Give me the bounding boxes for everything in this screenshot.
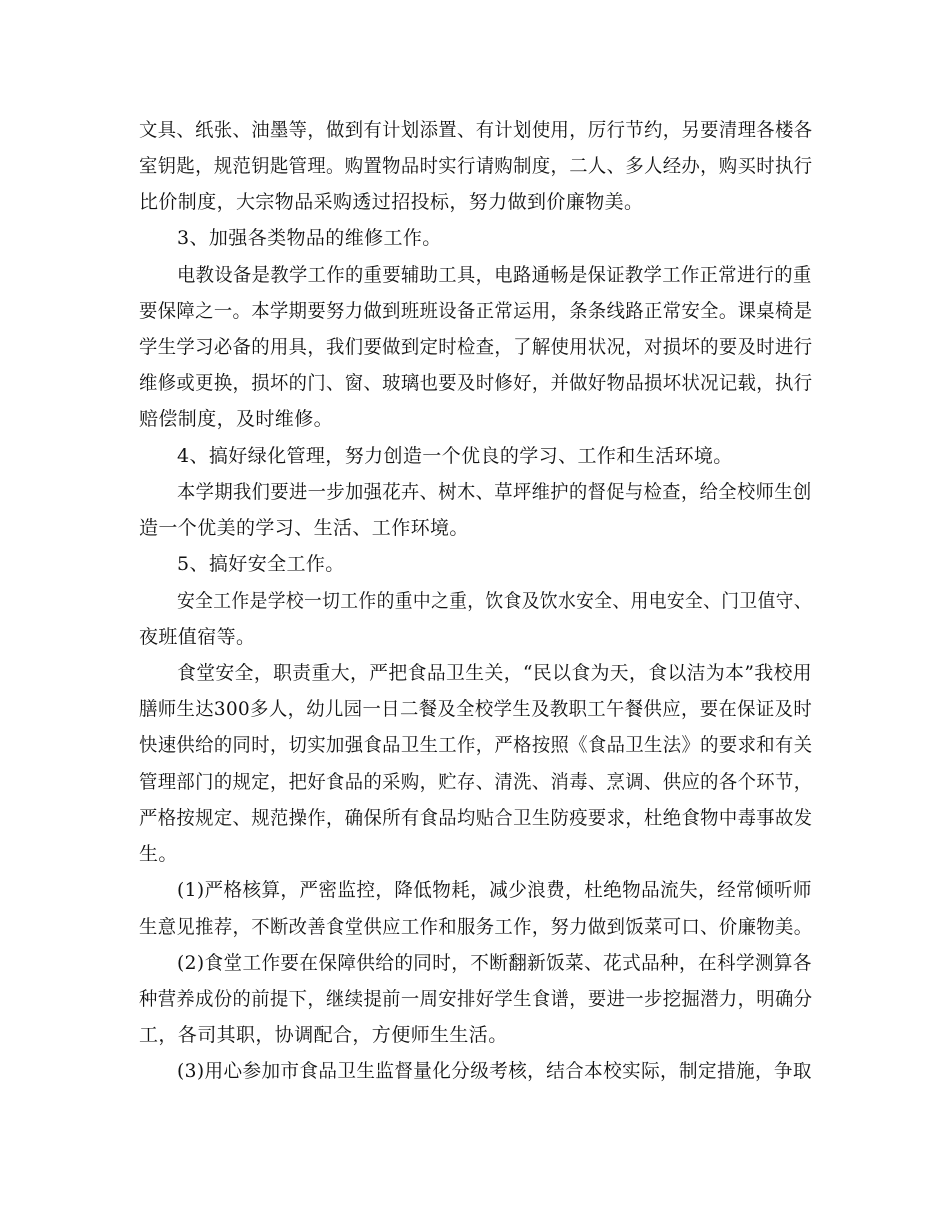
section-heading: 4、搞好绿化管理，努力创造一个优良的学习、工作和生活环境。 [177, 445, 733, 467]
text-line: 造一个优美的学习、生活、工作环境。 [139, 517, 469, 539]
text-line: 赔偿制度，及时维修。 [139, 408, 334, 430]
text-line: 要保障之一。本学期要努力做到班班设备正常运用，条条线路正常安全。课桌椅是 [139, 300, 813, 322]
text-line: 工，各司其职，协调配合，方便师生生活。 [139, 1024, 508, 1046]
text-line: 安全工作是学校一切工作的重中之重，饮食及饮水安全、用电安全、门卫值守、 [177, 590, 813, 612]
text-line: 文具、纸张、油墨等，做到有计划添置、有计划使用，厉行节约，另要清理各楼各 [139, 119, 813, 141]
list-item: (3)用心参加市食品卫生监督量化分级考核，结合本校实际，制定措施，争取 [177, 1060, 812, 1082]
text-line: 比价制度，大宗物品采购透过招投标，努力做到价廉物美。 [139, 191, 644, 213]
text-line: 本学期我们要进一步加强花卉、树木、草坪维护的督促与检查，给全校师生创 [177, 481, 812, 503]
text-line: 膳师生达300多人，幼儿园一日二餐及全校学生及教职工午餐供应，要在保证及时 [139, 698, 813, 720]
section-heading: 5、搞好安全工作。 [177, 553, 345, 575]
text-line: 种营养成份的前提下，继续提前一周安排好学生食谱，要进一步挖掘潜力，明确分 [139, 988, 813, 1010]
section-heading: 3、加强各类物品的维修工作。 [177, 227, 442, 249]
text-line: 生意见推荐，不断改善食堂供应工作和服务工作，努力做到饭菜可口、价廉物美。 [139, 916, 813, 938]
text-line: 学生学习必备的用具，我们要做到定时检查，了解使用状况，对损坏的要及时进行 [139, 336, 813, 358]
list-item: (1)严格核算，严密监控，降低物耗，减少浪费，杜绝物品流失，经常倾听师 [177, 879, 812, 901]
text-line: 快速供给的同时，切实加强食品卫生工作，严格按照《食品卫生法》的要求和有关 [139, 734, 813, 756]
list-item: (2)食堂工作要在保障供给的同时，不断翻新饭菜、花式品种，在科学测算各 [177, 952, 812, 974]
text-line: 室钥匙，规范钥匙管理。购置物品时实行请购制度，二人、多人经办，购买时执行 [139, 155, 813, 177]
text-line: 夜班值宿等。 [139, 626, 256, 648]
text-line: 严格按规定、规范操作，确保所有食品均贴合卫生防疫要求，杜绝食物中毒事故发 [139, 807, 813, 829]
text-line: 管理部门的规定，把好食品的采购，贮存、清洗、消毒、烹调、供应的各个环节， [139, 771, 813, 793]
text-line: 生。 [139, 843, 178, 865]
text-line: 维修或更换，损坏的门、窗、玻璃也要及时修好，并做好物品损坏状况记载，执行 [139, 372, 813, 394]
text-line: 食堂安全，职责重大，严把食品卫生关，“民以食为天，食以洁为本”我校用 [177, 662, 813, 684]
text-line: 电教设备是教学工作的重要辅助工具，电路通畅是保证教学工作正常进行的重 [177, 264, 812, 286]
